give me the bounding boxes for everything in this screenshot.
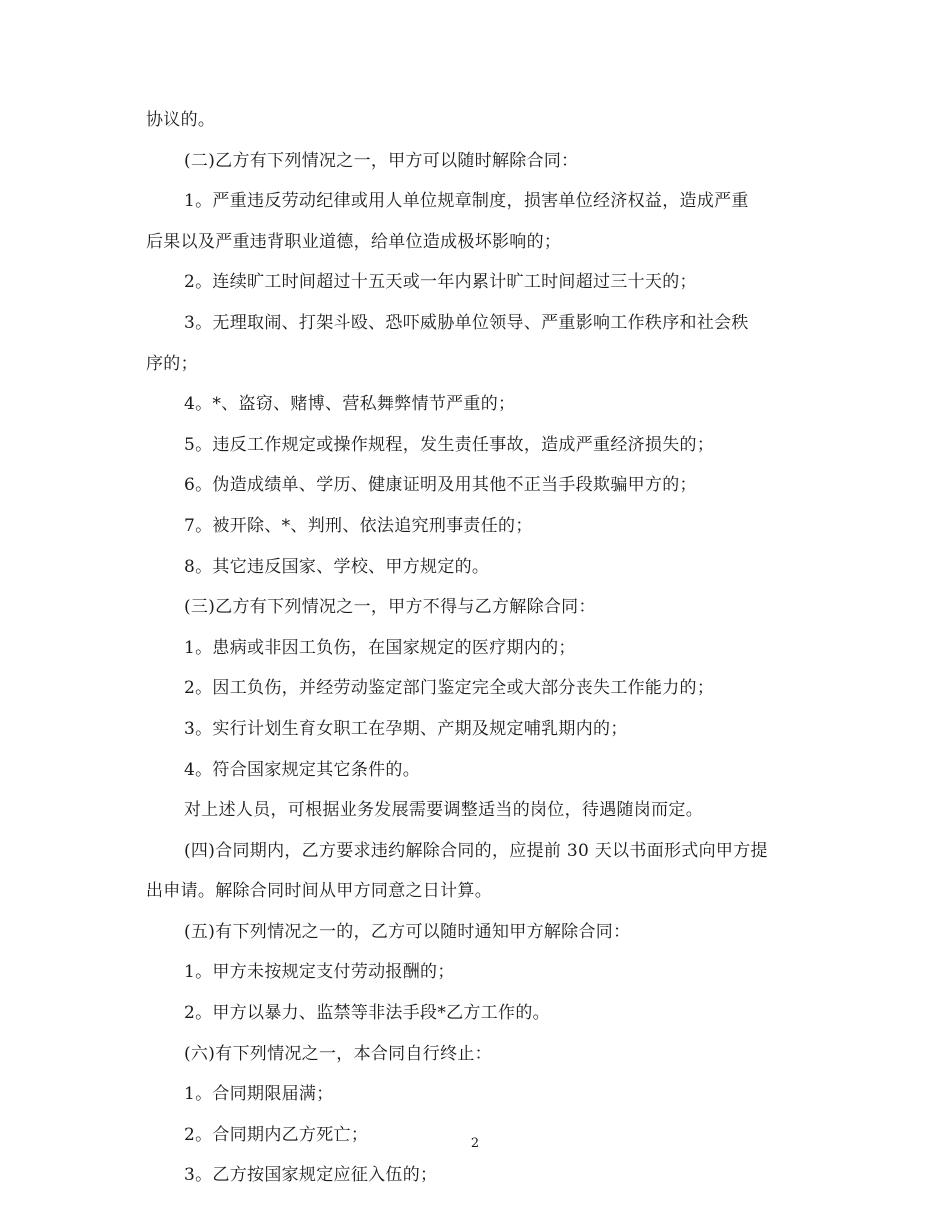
list-item: 1。合同期限届满； [184, 1084, 334, 1105]
list-item: 8。其它违反国家、学校、甲方规定的。 [184, 556, 490, 577]
section-heading: (二)乙方有下列情况之一，甲方可以随时解除合同： [184, 150, 579, 171]
text-line: 后果以及严重违背职业道德，给单位造成极坏影响的； [146, 231, 562, 252]
list-item: 2。合同期内乙方死亡； [184, 1124, 369, 1145]
list-item: 7。被开除、*、判刑、依法追究刑事责任的； [184, 515, 533, 536]
section-heading: (五)有下列情况之一的，乙方可以随时通知甲方解除合同： [184, 921, 631, 942]
list-item: 1。患病或非因工负伤，在国家规定的医疗期内的； [184, 637, 576, 658]
list-item: 4。*、盗窃、赌博、营私舞弊情节严重的； [184, 394, 516, 415]
list-item: 6。伪造成绩单、学历、健康证明及用其他不正当手段欺骗甲方的； [184, 475, 697, 496]
document-body [146, 112, 808, 1208]
section-heading: (三)乙方有下列情况之一，甲方不得与乙方解除合同： [184, 597, 596, 618]
list-item: 2。连续旷工时间超过十五天或一年内累计旷工时间超过三十天的； [184, 272, 697, 293]
section-heading: (六)有下列情况之一，本合同自行终止： [184, 1043, 492, 1064]
list-item: 2。因工负伤，并经劳动鉴定部门鉴定完全或大部分丧失工作能力的； [184, 678, 715, 699]
text-line: 序的； [146, 353, 198, 374]
list-item: 3。无理取闹、打架斗殴、恐吓威胁单位领导、严重影响工作秩序和社会秩 [184, 312, 749, 333]
list-item: 1。严重违反劳动纪律或用人单位规章制度，损害单位经济权益，造成严重 [184, 191, 749, 212]
list-item: 3。乙方按国家规定应征入伍的； [184, 1165, 438, 1186]
text-line: 协议的。 [146, 110, 216, 130]
text-line: 对上述人员，可根据业务发展需要调整适当的岗位，待遇随岗而定。 [184, 800, 703, 821]
list-item: 1。甲方未按规定支付劳动报酬的； [184, 962, 455, 983]
section-heading: (四)合同期内，乙方要求违约解除合同的，应提前 30 天以书面形式向甲方提 [184, 840, 768, 861]
list-item: 4。符合国家规定其它条件的。 [184, 759, 421, 780]
list-item: 5。违反工作规定或操作规程，发生责任事故，造成严重经济损失的； [184, 434, 715, 455]
text-line: 出申请。解除合同时间从甲方同意之日计算。 [146, 881, 492, 902]
list-item: 2。甲方以暴力、监禁等非法手段*乙方工作的。 [184, 1003, 550, 1024]
page-number: 2 [470, 1136, 480, 1151]
list-item: 3。实行计划生育女职工在孕期、产期及规定哺乳期内的； [184, 718, 628, 739]
